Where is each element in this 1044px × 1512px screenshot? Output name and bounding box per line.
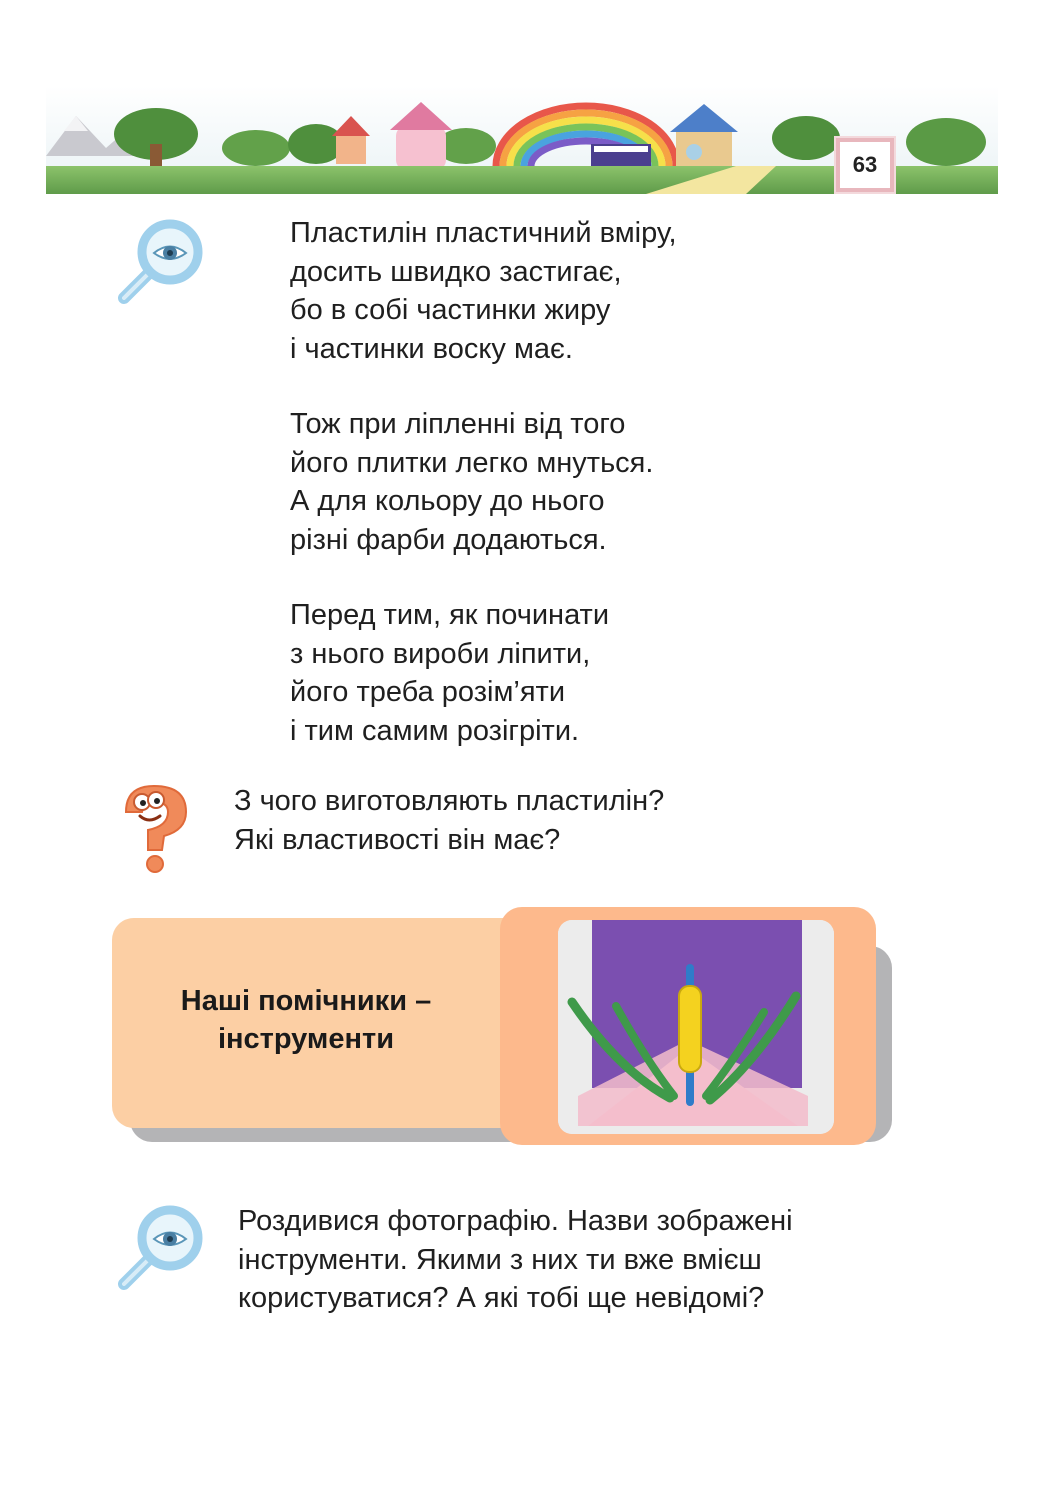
poem-line: Перед тим, як починати [290,599,610,631]
question-character-icon [116,780,194,876]
section-title [112,982,500,1058]
poem-line: з нього вироби ліпити, [290,637,591,670]
poem-stanza [290,596,850,750]
tools-photo [558,920,834,1134]
poem-line: його треба розім’яти [290,676,566,708]
poem-line: досить швидко застигає, [290,255,622,288]
poem-line: його плитки легко мнуться. [290,446,654,479]
section-title-line: Наші помічники – [180,985,432,1017]
task-line: інструменти. Якими з них ти вже вмієш [238,1243,762,1276]
poem-line: Тож при ліпленні від того [290,408,626,440]
task-line: користуватися? А які тобі ще невідомі? [238,1282,765,1314]
tools-illustration [558,920,834,1134]
page-number: 63 [836,138,894,192]
poem-line: А для кольору до нього [290,485,605,517]
poem [290,214,850,787]
magnifier-eye-icon [116,216,208,308]
task-text [238,1202,938,1318]
poem-line: і тим самим розігріти. [290,714,580,747]
question-line: З чого виготовляють пластилін? [234,785,665,817]
magnifier-eye-icon [116,1202,208,1294]
poem-stanza [290,405,850,559]
poem-line: бо в собі частинки жиру [290,294,611,326]
question-text [234,782,664,859]
poem-line: різні фарби додаються. [290,523,607,556]
task-line: Роздивися фотографію. Назви зображені [238,1205,793,1237]
question-line: Які властивості він має? [234,823,561,856]
poem-line: і частинки воску має. [290,332,573,365]
section-title-line: інструменти [217,1023,395,1055]
poem-line: Пластилін пластичний вміру, [290,217,677,249]
poem-stanza [290,214,850,368]
